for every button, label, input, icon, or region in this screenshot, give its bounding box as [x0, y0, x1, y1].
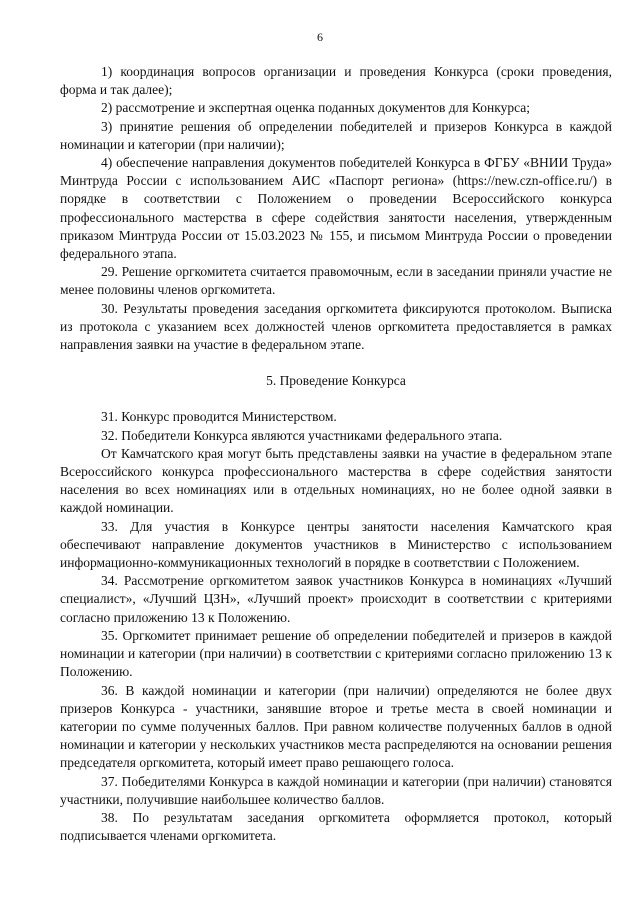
- document-body: [60, 63, 612, 845]
- paragraph-31: 31. Конкурс проводится Министерством.: [101, 409, 337, 425]
- paragraph-32: 32. Победители Конкурса являются участниками федерального этапа.: [101, 427, 503, 443]
- paragraph-38: 38. По результатам заседания оргкомитета оформляется протокол, который подписывается членами оргкомитета.: [60, 809, 612, 844]
- page-number: 6: [317, 30, 323, 44]
- paragraph-30: 30. Результаты проведения заседания оргкомитета фиксируются протоколом. Выписка из протокола с указанием всех должностей членов оргкомитета предоставляется в рамках направления заявки на участие в федеральном этапе.: [60, 300, 612, 353]
- paragraph-33: 33. Для участия в Конкурсе центры занятости населения Камчатского края обеспечивают направление документов участников в Министерство с использованием информационно-коммуникационных технологий в порядке в соответствии с Положением.: [60, 518, 612, 571]
- paragraph-29: 29. Решение оргкомитета считается правомочным, если в заседании приняли участие не менее половины членов оргкомитета.: [60, 264, 612, 298]
- paragraph-36: 36. В каждой номинации и категории (при наличии) определяются не более двух призеров Конкурса - участники, занявшие второе и третье места в своей номинации и категории по сумме полученных баллов. При равном количестве полученных баллов в одной номинации и категории у нескольких участников места распределяются на основании решения председателя оргкомитета, который имеет право решающего голоса.: [60, 682, 612, 771]
- section-heading: 5. Проведение Конкурса: [266, 373, 406, 389]
- paragraph-32-continuation: От Камчатского края могут быть представлены заявки на участие в федеральном этапе Всероссийского конкурса профессионального мастерства в сфере содействия занятости населения во всех номинациях или в отдельных номинациях, но не более одной заявки в каждой номинации.: [60, 445, 612, 516]
- paragraph-item-3: 3) принятие решения об определении победителей и призеров Конкурса в каждой номинации и категории (при наличии);: [60, 118, 612, 152]
- paragraph-37: 37. Победителями Конкурса в каждой номинации и категории (при наличии) становятся участники, получившие наибольшее количество баллов.: [60, 773, 612, 807]
- paragraph-item-2: 2) рассмотрение и экспертная оценка поданных документов для Конкурса;: [101, 100, 530, 116]
- paragraph-34: 34. Рассмотрение оргкомитетом заявок участников Конкурса в номинациях «Лучший специалист», «Лучший ЦЗН», «Лучший проект» происходит в соответствии с критериями согласно приложению 13 к Положению.: [60, 573, 612, 625]
- paragraph-35: 35. Оргкомитет принимает решение об определении победителей и призеров в каждой номинации и категории (при наличии) в соответствии с критериями согласно приложению 13 к Положению.: [60, 627, 612, 680]
- paragraph-item-1: 1) координация вопросов организации и проведения Конкурса (сроки проведения, форма и так далее);: [60, 64, 612, 98]
- paragraph-item-4: 4) обеспечение направления документов победителей Конкурса в ФГБУ «ВНИИ Труда» Минтруда России с использованием АИС «Паспорт региона» (https://new.czn-office.ru/) в порядке в соответствии с Положением о проведении Всероссийского конкурса профессионального мастерства в сфере содействия занятости населения, утвержденным приказом Минтруда России от 15.03.2023 № 155, и письмом Минтруда России о проведении федерального этапа.: [60, 155, 612, 262]
